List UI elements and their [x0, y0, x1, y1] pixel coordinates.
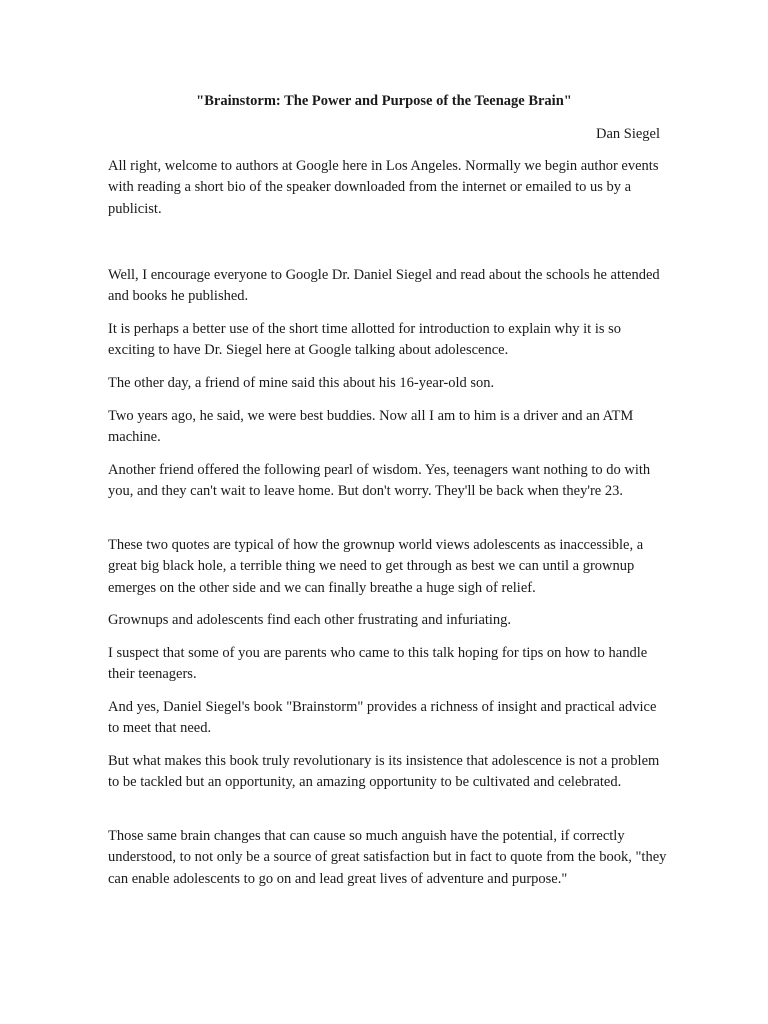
author-name: Dan Siegel: [595, 126, 660, 142]
paragraph: Those same brain changes that can cause so much anguish have the potential, if correctly understood, to not only be a source of great satisfaction but in fact to quote from the book, "they can enable adolescents to go on and lead great lives of adventure and purpose.": [108, 828, 667, 887]
paragraph: Well, I encourage everyone to Google Dr. Daniel Siegel and read about the schools he attended and books he published.: [108, 267, 660, 305]
paragraph: And yes, Daniel Siegel's book "Brainstorm" provides a richness of insight and practical advice to meet that need.: [108, 699, 657, 737]
document-title: "Brainstorm: The Power and Purpose of the Teenage Brain": [196, 93, 572, 109]
paragraph: These two quotes are typical of how the grownup world views adolescents as inaccessible, a great big black hole, a terrible thing we need to get through as best we can until a grownup emerges on the other side and we can finally breathe a huge sigh of relief.: [108, 537, 644, 596]
paragraph: I suspect that some of you are parents who came to this talk hoping for tips on how to handle their teenagers.: [108, 645, 648, 683]
paragraph: Another friend offered the following pearl of wisdom. Yes, teenagers want nothing to do with you, and they can't wait to leave home. But don't worry. They'll be back when they're 23.: [108, 462, 651, 500]
paragraph: The other day, a friend of mine said this about his 16-year-old son.: [108, 375, 495, 391]
paragraph: Two years ago, he said, we were best buddies. Now all I am to him is a driver and an ATM machine.: [108, 408, 634, 446]
paragraph: It is perhaps a better use of the short time allotted for introduction to explain why it is so exciting to have Dr. Siegel here at Google talking about adolescence.: [108, 321, 622, 359]
paragraph: But what makes this book truly revolutionary is its insistence that adolescence is not a problem to be tackled but an opportunity, an amazing opportunity to be cultivated and celebrated.: [108, 753, 660, 791]
paragraph: All right, welcome to authors at Google here in Los Angeles. Normally we begin author events with reading a short bio of the speaker downloaded from the internet or emailed to us by a publicist.: [108, 158, 659, 217]
paragraph: Grownups and adolescents find each other frustrating and infuriating.: [108, 612, 512, 628]
